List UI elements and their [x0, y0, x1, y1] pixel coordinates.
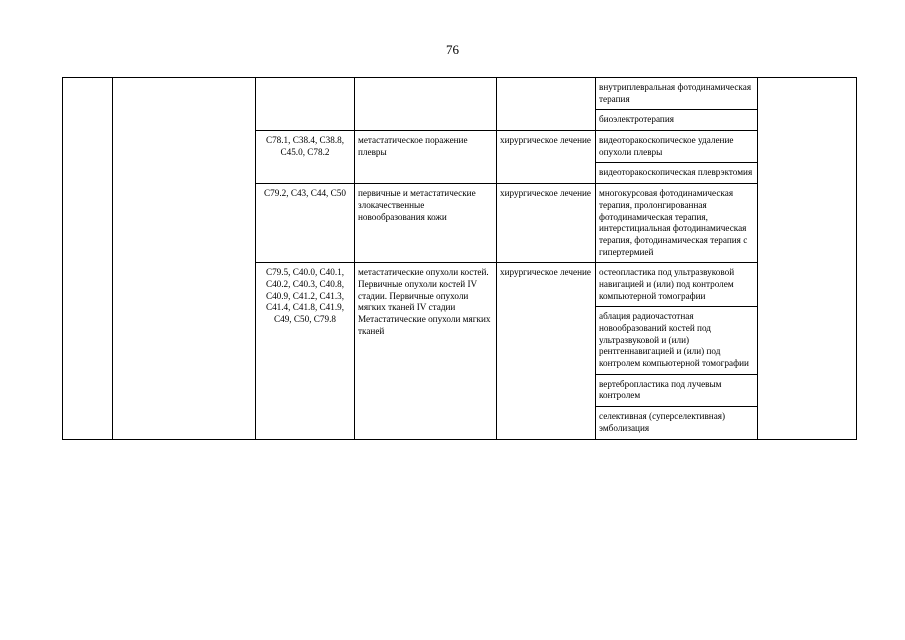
table-row [63, 78, 857, 110]
method-cell: остеопластика под ультразвуковой навигацией и (или) под контролем компьютерной томографии [596, 263, 758, 307]
disease-cell: первичные и метастатические злокачественные новообразования кожи [355, 184, 497, 263]
treatment-table [62, 77, 857, 440]
method-cell: аблация радиочастотная новообразований костей под ультразвуковой и (или) рентгеннавигацией и (или) под контролем компьютерной томографии [596, 307, 758, 374]
profile-cell [113, 78, 256, 440]
icd-codes-cell [256, 78, 355, 131]
disease-cell: метастатические опухоли костей. Первичные опухоли костей IV стадии. Первичные опухоли мягких тканей IV стадии Метастатические опухоли мягких тканей [355, 263, 497, 439]
number-cell [63, 78, 113, 440]
method-cell: видеоторакоскопическая плеврэктомия [596, 163, 758, 184]
method-cell: вертебропластика под лучевым контролем [596, 374, 758, 406]
treatment-type-cell: хирургическое лечение [497, 263, 596, 439]
treatment-type-cell: хирургическое лечение [497, 184, 596, 263]
disease-cell: метастатическое поражение плевры [355, 131, 497, 184]
page-number: 76 [446, 42, 459, 57]
icd-codes-cell: C79.5, C40.0, C40.1, C40.2, C40.3, C40.8, C40.9, C41.2, C41.3, C41.4, C41.8, C41.9, C49, C50, C79.8 [256, 263, 355, 439]
icd-codes-cell: C79.2, C43, C44, C50 [256, 184, 355, 263]
icd-codes-cell: C78.1, C38.4, C38.8, C45.0, C78.2 [256, 131, 355, 184]
disease-cell [355, 78, 497, 131]
method-cell: многокурсовая фотодинамическая терапия, пролонгированная фотодинамическая терапия, интерстициальная фотодинамическая терапия, фотодинамическая терапия с гипертермией [596, 184, 758, 263]
cost-cell [758, 78, 857, 440]
method-cell: внутриплевральная фотодинамическая терапия [596, 78, 758, 110]
treatment-type-cell [497, 78, 596, 131]
method-cell: биоэлектротерапия [596, 110, 758, 131]
method-cell: селективная (суперселективная) эмболизация [596, 407, 758, 439]
treatment-type-cell: хирургическое лечение [497, 131, 596, 184]
method-cell: видеоторакоскопическое удаление опухоли плевры [596, 131, 758, 163]
